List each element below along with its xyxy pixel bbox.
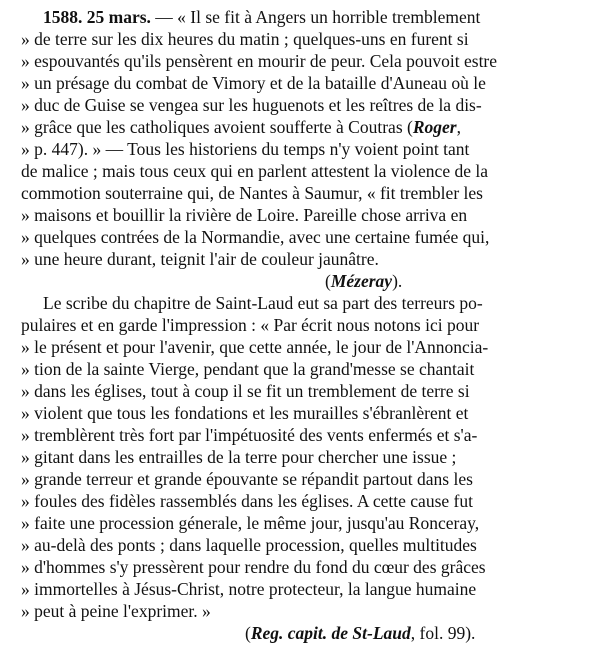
text-line-14: Le scribe du chapitre de Saint-Laud eut sa part des terreurs po- (43, 293, 483, 313)
text-line-16: » le présent et pour l'avenir, que cette année, le jour de l'Annoncia- (21, 337, 489, 357)
text-line-15: pulaires et en garde l'impression : « Par écrit nous notons ici pour (21, 315, 480, 335)
text-line-2: » de terre sur les dix heures du matin ; quelques-uns en furent si (21, 29, 469, 49)
text-line-24: » faite une procession génerale, le même jour, jusqu'au Ronceray, (21, 513, 480, 533)
text-line-9: commotion souterraine qui, de Nantes à Saumur, « fit trembler les (21, 183, 483, 203)
text-line-25: » au-delà des ponts ; dans laquelle procession, quelles multitudes (21, 535, 477, 555)
text-line-10: » maisons et bouillir la rivière de Loire. Pareille chose arriva en (21, 205, 468, 225)
text-line-1: 1588. 25 mars. — « Il se fit à Angers un horrible tremblement (43, 7, 481, 27)
text-line-8: de malice ; mais tous ceux qui en parlent attestent la violence de la (21, 161, 488, 181)
text-line-28: » peut à peine l'exprimer. » (21, 601, 211, 621)
text-line-20: » tremblèrent très fort par l'impétuosité des vents enfermés et s'a- (21, 425, 478, 445)
text-line-21: » gitant dans les entrailles de la terre pour chercher une issue ; (21, 447, 457, 467)
text-line-6: » grâce que les catholiques avoient soufferte à Coutras (Roger, (21, 117, 461, 137)
citation-register: (Reg. capit. de St-Laud, fol. 99). (245, 623, 476, 643)
text-line-3: » espouvantés qu'ils pensèrent en mourir de peur. Cela pouvoit estre (21, 51, 498, 71)
text-line-5: » duc de Guise se vengea sur les huguenots et les reîtres de la dis- (21, 95, 482, 115)
text-line-4: » un présage du combat de Vimory et de la bataille d'Auneau où le (21, 73, 486, 93)
citation-mezeray: (Mézeray). (325, 271, 403, 291)
text-line-19: » violent que tous les fondations et les murailles s'ébranlèrent et (21, 403, 469, 423)
text-line-26: » d'hommes s'y pressèrent pour rendre du fond du cœur des grâces (21, 557, 486, 577)
text-line-7: » p. 447). » — Tous les historiens du temps n'y voient point tant (21, 139, 470, 159)
text-line-22: » grande terreur et grande épouvante se répandit partout dans les (21, 469, 473, 489)
text-line-12: » une heure durant, teignit l'air de couleur jaunâtre. (21, 249, 379, 269)
text-line-27: » immortelles à Jésus-Christ, notre protecteur, la langue humaine (21, 579, 477, 599)
text-line-17: » tion de la sainte Vierge, pendant que la grand'messe se chantait (21, 359, 475, 379)
text-line-11: » quelques contrées de la Normandie, avec une certaine fumée qui, (21, 227, 490, 247)
text-line-23: » foules des fidèles rassemblés dans les églises. A cette cause fut (21, 491, 473, 511)
text-line-18: » dans les églises, tout à coup il se fit un tremblement de terre si (21, 381, 470, 401)
